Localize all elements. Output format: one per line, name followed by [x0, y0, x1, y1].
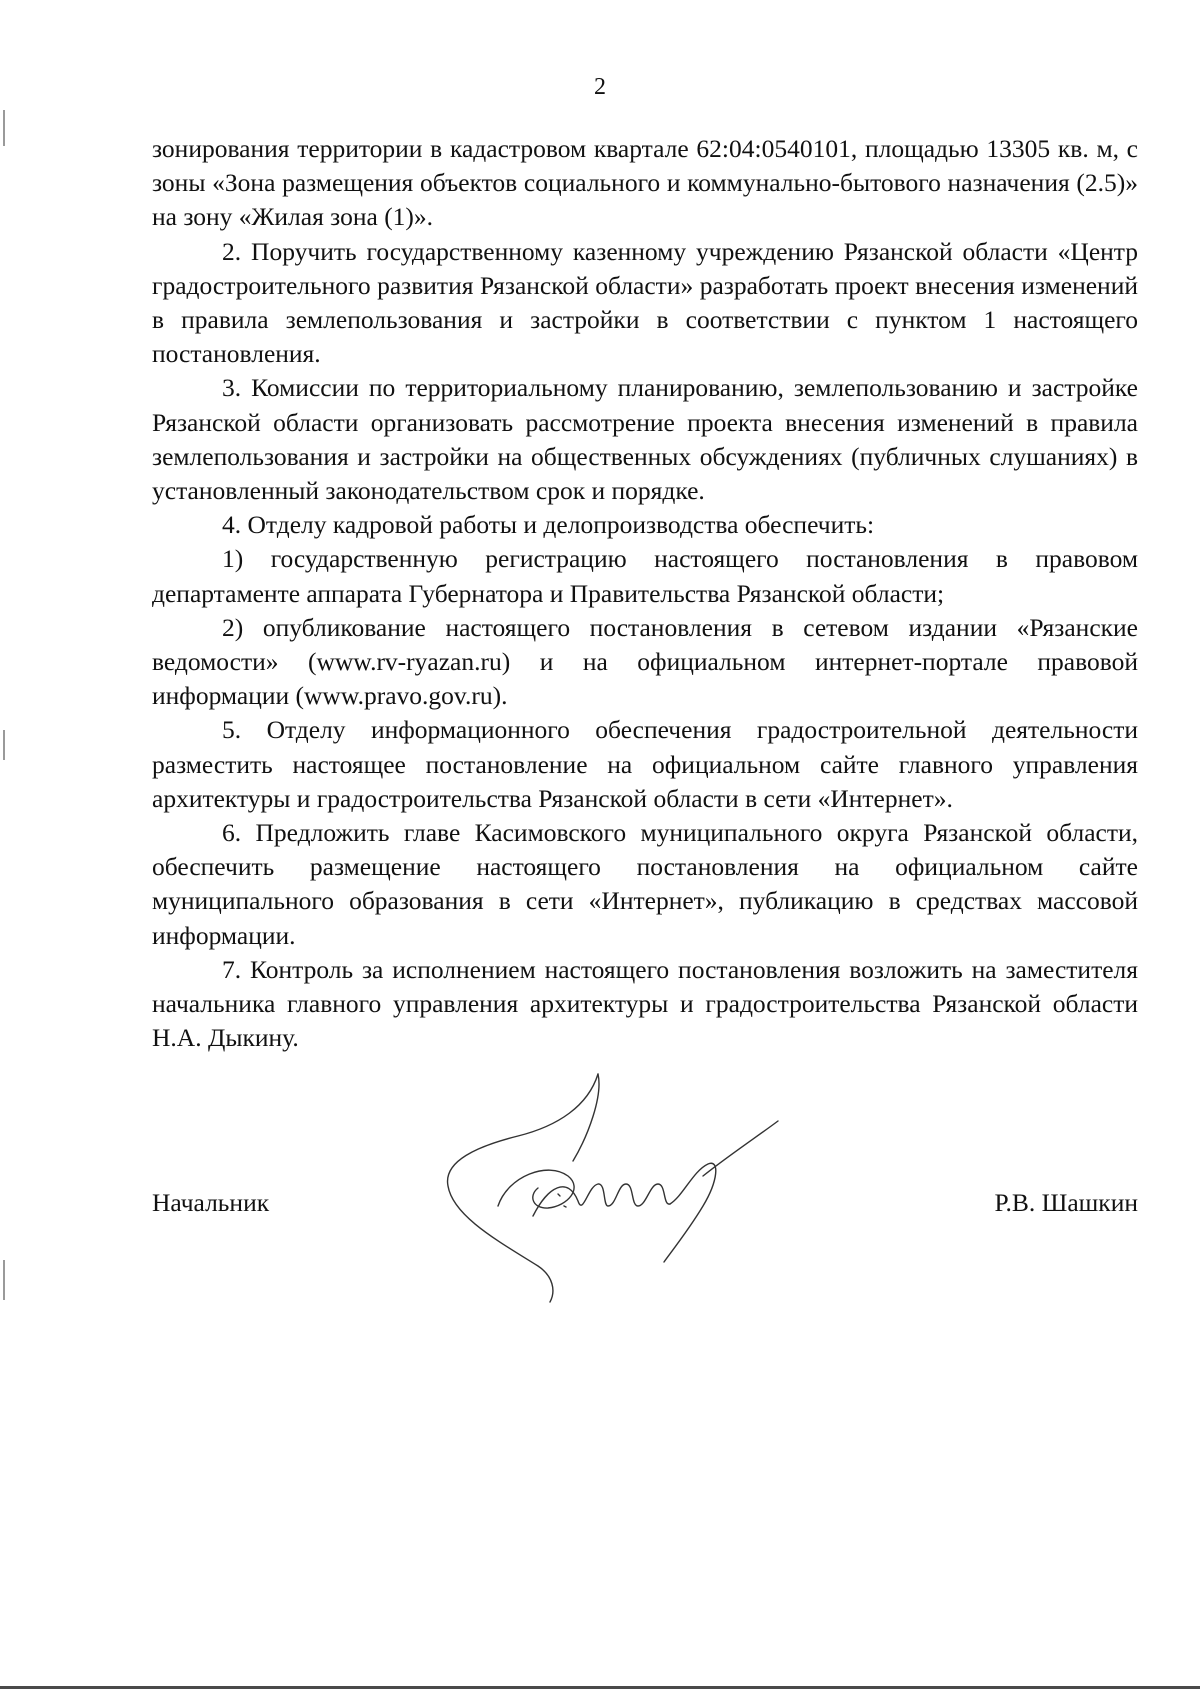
paragraph-item-5: 5. Отделу информационного обеспечения градостроительной деятельности разместить настоящее постановление на официальном сайте главного управления архитектуры и градостроительства Рязанской области в сети «Интернет». [152, 715, 1138, 813]
scan-artifact-mark [3, 1260, 5, 1300]
paragraph-item-4-1: 1) государственную регистрацию настоящего постановления в правовом департаменте аппарата Губернатора и Правительства Рязанской области; [152, 544, 1138, 608]
page-number: 2 [594, 74, 606, 100]
paragraph-item-3: 3. Комиссии по территориальному планированию, землепользованию и застройке Рязанской области организовать рассмотрение проекта внесения изменений в правила землепользования и застройки на общественных обсуждениях (публичных слушаниях) в установленный законодательством срок и порядке. [152, 373, 1138, 506]
scan-artifact-mark [3, 730, 5, 760]
paragraph-item-2: 2. Поручить государственному казенному учреждению Рязанской области «Центр градостроительного развития Рязанской области» разработать проект внесения изменений в правила землепользования и застройки в соответствии с пунктом 1 настоящего постановления. [152, 236, 1138, 369]
paragraph-item-6: 6. Предложить главе Касимовского муниципального округа Рязанской области, обеспечить размещение настоящего постановления на официальном сайте муниципального образования в сети «Интернет», публикацию в средствах массовой информации. [152, 818, 1138, 950]
signature-block [152, 1186, 1138, 1226]
scan-edge-line [0, 1686, 1200, 1689]
document-body [152, 132, 1138, 1055]
signatory-position: Начальник [152, 1188, 270, 1217]
paragraph-item-4: 4. Отделу кадровой работы и делопроизводства обеспечить: [222, 510, 875, 540]
paragraph-item-4-2: 2) опубликование настоящего постановления в сетевом издании «Рязанские ведомости» (www.rv-ryazan.ru) и на официальном интернет-портале правовой информации (www.pravo.gov.ru). [152, 612, 1138, 711]
paragraph-continuation: зонирования территории в кадастровом квартале 62:04:0540101, площадью 13305 кв. м, с зоны «Зона размещения объектов социального и коммунально-бытового назначения (2.5)» на зону «Жилая зона (1)». [152, 134, 1138, 232]
signatory-name: Р.В. Шашкин [994, 1188, 1138, 1217]
scan-artifact-mark [3, 110, 5, 146]
paragraph-item-7: 7. Контроль за исполнением настоящего постановления возложить на заместителя начальника главного управления архитектуры и градостроительства Рязанской области Н.А. Дыкину. [152, 954, 1138, 1053]
